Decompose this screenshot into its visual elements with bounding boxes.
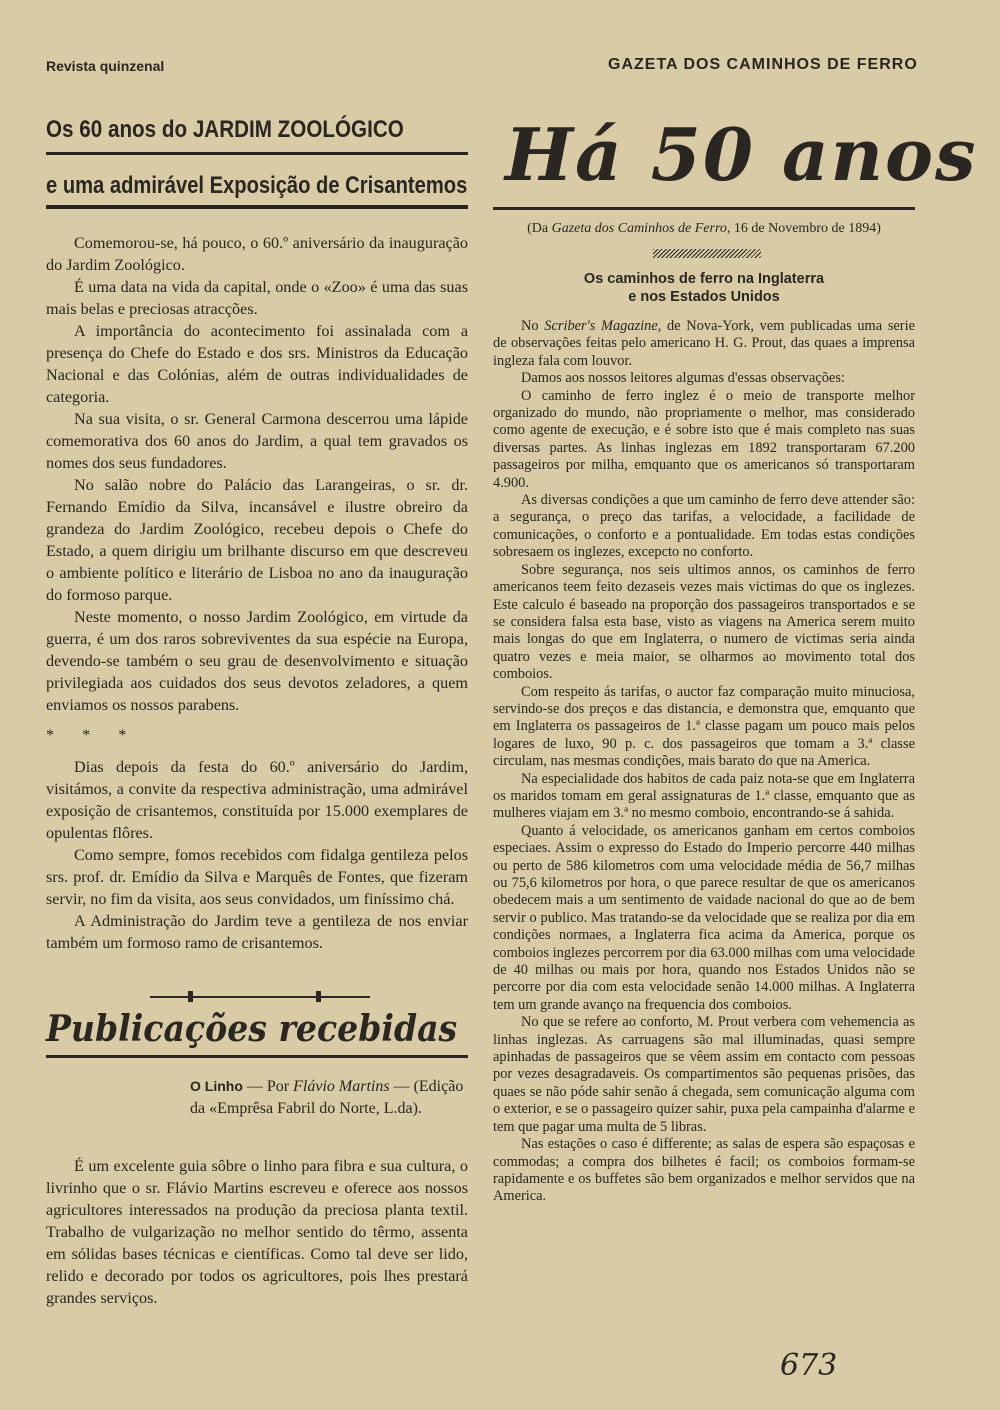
book-description	[46, 1155, 468, 1309]
paragraph: Na especialidade dos habitos de cada paiz nota-se que em Inglaterra os maridos tomam em geral assignaturas de 1.ª classe, emquanto que as mulheres viajam em 3.ª no mesmo comboio, encontrando-se á sahida.	[493, 770, 915, 822]
paragraph: Dias depois da festa do 60.º aniversário do Jardim, visitámos, a convite da respectiva administração, uma admirável exposição de crisantemos, constituída por 15.000 exemplares de opulentas flôres.	[46, 758, 468, 842]
hatch-ornament	[653, 249, 761, 258]
book-reference	[190, 1075, 470, 1120]
header-right: GAZETA DOS CAMINHOS DE FERRO	[608, 56, 918, 73]
book-by: — Por	[246, 1078, 290, 1095]
paragraph: É uma data na vida da capital, onde o «Zoo» é uma das suas mais belas e preciosas atracções.	[46, 278, 468, 318]
right-article-title: Há 50 anos	[505, 112, 978, 197]
title-rule-2	[46, 205, 468, 209]
book-edition: — (Edição da «Emprêsa Fabril do Norte, L.da).	[190, 1078, 464, 1117]
right-title-rule	[493, 207, 915, 210]
paragraph: Sobre segurança, nos seis ultimos annos, os caminhos de ferro americanos teem feito dezaseis vezes mais victimas do que os inglezes. Este calculo é baseado na proporção dos passageiros transportados e se se considera falsa esta base, visto as viagens na America serem muito mais longas do que em Inglaterra, o numero de victimas seria ainda quatro vezes e meia maior, se olharmos ao movimento total dos comboios.	[493, 561, 915, 683]
book-title: O Linho	[190, 1078, 243, 1094]
paragraph: A Administração do Jardim teve a gentileza de nos enviar também um formoso ramo de crisantemos.	[46, 912, 468, 952]
book-author: Flávio Martins	[293, 1078, 390, 1095]
paragraph: Com respeito ás tarifas, o auctor faz comparação muito minuciosa, servindo-se dos preços e das distancia, e demonstra que, emquanto que em Inglaterra os passageiros de 1.ª classe pagam um pouco mais pelos logares de luxo, 90 p. c. dos passageiros que tomam a 3.ª classe circulam, nas mesmas condições, mais barato do que na America.	[493, 683, 915, 770]
section-separator: * * *	[46, 726, 139, 744]
paragraph: A importância do acontecimento foi assinalada com a presença do Chefe do Estado e dos srs. Ministros da Educação Nacional e das Colónias, além de outras individualidades de categoria.	[46, 322, 468, 406]
right-article-subtitle	[493, 270, 915, 306]
p1-prefix: No	[521, 318, 539, 334]
source-prefix: (Da	[527, 221, 549, 236]
header-left: Revista quinzenal	[46, 58, 165, 74]
subtitle-line1: Os caminhos de ferro na Inglaterra	[583, 271, 825, 287]
source-name: Gazeta dos Caminhos de Ferro,	[551, 221, 731, 236]
subtitle-line2: e nos Estados Unidos	[628, 289, 780, 305]
paragraph	[493, 318, 915, 370]
paragraph: Damos aos nossos leitores algumas d'essas observações:	[521, 370, 845, 387]
left-article-title-line2: e uma admirável Exposição de Crisantemos	[46, 172, 468, 199]
paragraph: Quanto á velocidade, os americanos ganham em certos comboios especiaes. Assim o expresso do Estado do Imperio percorre 440 milhas ou perto de 586 kilometros com uma velocidade média de 56,7 milhas ou 75,6 kilometros por hora, o que parece resultar de que os americanos obedecem mais a um sentimento de vaidade nacional do que ao de bem servir o publico. Mas tratando-se da velocidade que se realiza por dia em condições normaes, a Inglaterra fica acima da America, porque os comboios inglezes percorrem por dia 63.000 milhas com uma velocidade de 40 milhas ou mais por hora, quando nos Estados Unidos não se percorre por dia com esta velocidade senão 14.000 milhas. A Inglaterra tem um grande avanço na frequencia dos comboios.	[493, 822, 915, 1013]
magazine-name: Scriber's Magazine,	[544, 318, 662, 334]
ornament-dot-left	[188, 991, 193, 1002]
paragraph: No salão nobre do Palácio das Larangeiras, o sr. dr. Fernando Emídio da Silva, incansável e ilustre obreiro da grandeza do Jardim Zoológico, recebeu depois o Chefe do Estado, a quem dirigiu um brilhante discurso em que descreveu o ambiente político e literário de Lisboa no ano da inauguração do formoso parque.	[46, 476, 468, 604]
paragraph: Comemorou-se, há pouco, o 60.º aniversário da inauguração do Jardim Zoológico.	[46, 234, 468, 274]
page-number: 673	[780, 1348, 838, 1383]
paragraph: No que se refere ao conforto, M. Prout verbera com vehemencia as linhas inglezas. As carruagens são mal illuminadas, quasi sempre apinhadas de passageiros que se vêem assim em contacto com pessoas por vezes desagradaveis. Os compartimentos são pequenas prisões, das quaes se não póde sahir senão á chegada, sem comunicação alguma com o exterior, e se o passageiro quizer sahir, puxa pela campainha d'alarme e tem que pagar uma multa de 5 libras.	[493, 1014, 915, 1135]
p1-rest: de Nova-York, vem publicadas uma serie de observações feitas pelo americano H. G. Prout, das quaes a imprensa ingleza fala com louvor.	[493, 318, 915, 369]
publications-title: Publicações recebidas	[46, 1008, 458, 1050]
title-rule-1	[46, 152, 468, 155]
paragraph: Como sempre, fomos recebidos com fidalga gentileza pelos srs. prof. dr. Emídio da Silva e Marquês de Fontes, que fizeram servir, no fim da visita, aos seus convidados, um finíssimo chá.	[46, 846, 468, 908]
paragraph: Na sua visita, o sr. General Carmona descerrou uma lápide comemorativa dos 60 anos do Jardim, a qual tem gravados os nomes dos seus fundadores.	[46, 410, 468, 472]
ornament-dot-right	[316, 991, 321, 1002]
paragraph: O caminho de ferro inglez é o meio de transporte melhor organizado do mundo, não propriamente o melhor, mas considerado como agente de execução, e é sobre isto que é mais completo nas suas diversas partes. As linhas inglezas em 1892 transportaram 67.200 passageiros por milha, emquanto que os americanos só transportaram 4.900.	[493, 387, 915, 491]
paragraph: As diversas condições a que um caminho de ferro deve attender são: a segurança, o preço das tarifas, a velocidade, a facilidade de comunicações, o conforto e a pontualidade. Em todas estas condições sobresaem os inglezes, excepcto no conforto.	[493, 492, 915, 561]
paragraph: É um excelente guia sôbre o linho para fibra e sua cultura, o livrinho que o sr. Flávio Martins escreveu e oferece aos nossos agricultores interessados na produção da preciosa planta textil. Trabalho de vulgarização no melhor sentido do têrmo, assenta em sólidas bases técnicas e científicas. Como tal deve ser lido, relido e decorado por todos os agricultores, pois lhes prestará grandes serviços.	[46, 1157, 468, 1307]
publications-rule	[46, 1055, 468, 1058]
source-date: 16 de Novembro de 1894)	[733, 221, 881, 236]
paragraph: Neste momento, o nosso Jardim Zoológico, em virtude da guerra, é um dos raros sobreviventes da sua espécie na Europa, devendo-se também o seu grau de desenvolvimento e situação privilegiada aos cuidados dos seus devotos zeladores, a quem enviamos os nossos parabens.	[46, 608, 468, 714]
right-article-body	[493, 318, 915, 1206]
left-article-body	[46, 232, 468, 954]
ornament-rule-top	[150, 996, 370, 998]
paragraph: Nas estações o caso é differente; as salas de espera são espaçosas e commodas; a compra dos bilhetes é facil; os comboios formam-se rapidamente e os buffetes são bem organizados e melhor servidos que na America.	[493, 1136, 915, 1205]
left-article-title-line1: Os 60 anos do JARDIM ZOOLÓGICO	[46, 116, 404, 143]
source-citation	[493, 221, 915, 237]
